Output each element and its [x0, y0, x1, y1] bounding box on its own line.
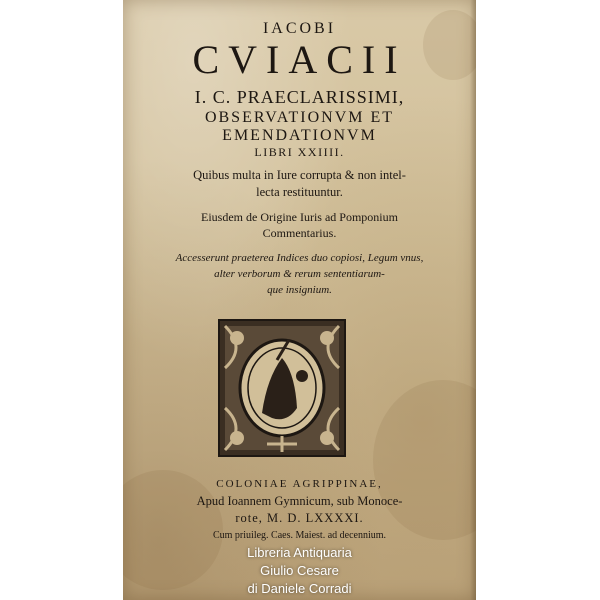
author-epithet: I. C. PRAECLARISSIMI, — [194, 87, 405, 107]
imprint-place: COLONIAE AGRIPPINAE, — [216, 478, 383, 490]
imprint-privilege: Cum priuileg. Caes. Maiest. ad decennium. — [212, 530, 387, 541]
author-last-name: CVIACII — [192, 37, 407, 82]
printer-device-woodcut — [217, 318, 347, 458]
description-line-4: Commentarius. — [262, 226, 337, 240]
imprint-date: rote, M. D. LXXXXI. — [235, 511, 364, 525]
description-line-2: lecta restituuntur. — [256, 185, 343, 199]
author-first-name: IACOBI — [262, 20, 337, 37]
index-note-line-3: que insignium. — [267, 284, 332, 296]
watermark-line-3: di Daniele Corradi — [247, 581, 352, 596]
index-note-line-1: Accesserunt praeterea Indices duo copiosi, Legum vnus, — [175, 252, 424, 264]
title-line-1: OBSERVATIONVM ET — [204, 109, 395, 126]
imprint-printer: Apud Ioannem Gymnicum, sub Monoce- — [196, 494, 403, 508]
watermark-line-1: Libreria Antiquaria — [247, 545, 352, 560]
description-line-1: Quibus multa in Iure corrupta & non intel- — [193, 168, 406, 182]
title-line-3: LIBRI XXIIII. — [254, 145, 345, 159]
book-title-page — [123, 0, 476, 600]
title-line-2: EMENDATIONVM — [222, 127, 377, 144]
description-line-3: Eiusdem de Origine Iuris ad Pomponium — [201, 210, 398, 224]
index-note-line-2: alter verborum & rerum sententiarum- — [214, 268, 385, 280]
watermark-line-2: Giulio Cesare — [260, 563, 339, 578]
